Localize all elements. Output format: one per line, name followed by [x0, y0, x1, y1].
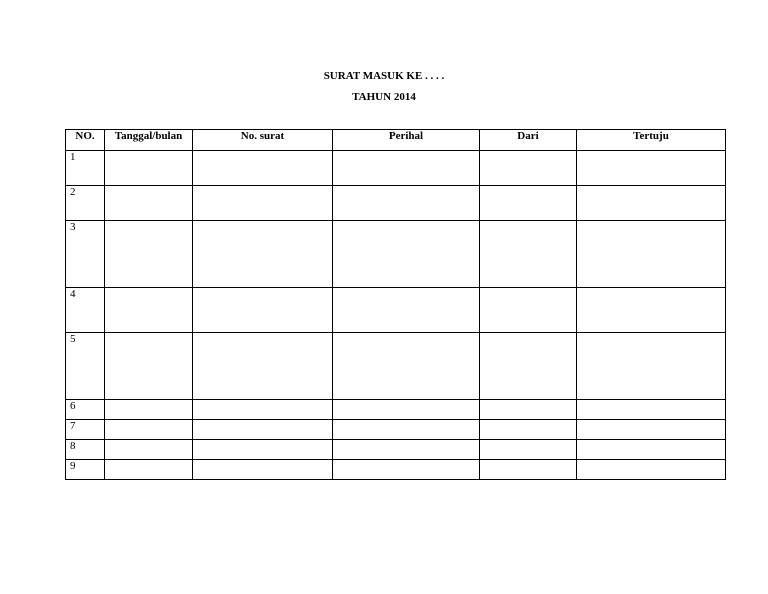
table-row [66, 333, 726, 400]
row-number: 6 [66, 400, 105, 420]
document-subtitle: TAHUN 2014 [352, 91, 416, 103]
cell-dari [480, 333, 577, 400]
cell-tanggal [105, 420, 193, 440]
cell-perihal [333, 460, 480, 480]
row-number: 8 [66, 440, 105, 460]
cell-dari [480, 151, 577, 186]
table-row [66, 440, 726, 460]
cell-dari [480, 420, 577, 440]
header-perihal: Perihal [333, 130, 480, 151]
row-number: 9 [66, 460, 105, 480]
cell-tanggal [105, 400, 193, 420]
header-no-surat: No. surat [193, 130, 333, 151]
cell-tertuju [577, 420, 726, 440]
letter-register-table [65, 129, 726, 480]
cell-no-surat [193, 186, 333, 221]
cell-tertuju [577, 440, 726, 460]
cell-tanggal [105, 221, 193, 288]
header-no: NO. [66, 130, 105, 151]
table-header-row [66, 130, 726, 151]
table-row [66, 400, 726, 420]
header-tanggal-bulan: Tanggal/bulan [105, 130, 193, 151]
cell-dari [480, 288, 577, 333]
table-row [66, 221, 726, 288]
cell-tertuju [577, 288, 726, 333]
row-number: 7 [66, 420, 105, 440]
row-number: 3 [66, 221, 105, 288]
row-number: 2 [66, 186, 105, 221]
cell-no-surat [193, 400, 333, 420]
cell-tertuju [577, 186, 726, 221]
cell-tanggal [105, 440, 193, 460]
cell-perihal [333, 151, 480, 186]
cell-perihal [333, 186, 480, 221]
cell-tanggal [105, 288, 193, 333]
row-number: 4 [66, 288, 105, 333]
table-row [66, 186, 726, 221]
table-row [66, 288, 726, 333]
cell-perihal [333, 400, 480, 420]
cell-perihal [333, 440, 480, 460]
cell-no-surat [193, 288, 333, 333]
cell-dari [480, 460, 577, 480]
cell-no-surat [193, 440, 333, 460]
cell-perihal [333, 333, 480, 400]
table-row [66, 460, 726, 480]
cell-tanggal [105, 333, 193, 400]
cell-no-surat [193, 221, 333, 288]
cell-dari [480, 400, 577, 420]
cell-tertuju [577, 151, 726, 186]
cell-perihal [333, 221, 480, 288]
cell-tanggal [105, 186, 193, 221]
cell-no-surat [193, 460, 333, 480]
cell-no-surat [193, 151, 333, 186]
cell-no-surat [193, 333, 333, 400]
cell-tertuju [577, 460, 726, 480]
cell-perihal [333, 288, 480, 333]
cell-tanggal [105, 460, 193, 480]
cell-dari [480, 440, 577, 460]
cell-no-surat [193, 420, 333, 440]
cell-tanggal [105, 151, 193, 186]
header-dari: Dari [480, 130, 577, 151]
table-row [66, 151, 726, 186]
cell-perihal [333, 420, 480, 440]
cell-tertuju [577, 221, 726, 288]
header-tertuju: Tertuju [577, 130, 726, 151]
cell-tertuju [577, 333, 726, 400]
document-title: SURAT MASUK KE . . . . [323, 70, 445, 82]
cell-tertuju [577, 400, 726, 420]
row-number: 5 [66, 333, 105, 400]
row-number: 1 [66, 151, 105, 186]
cell-dari [480, 186, 577, 221]
cell-dari [480, 221, 577, 288]
table-row [66, 420, 726, 440]
